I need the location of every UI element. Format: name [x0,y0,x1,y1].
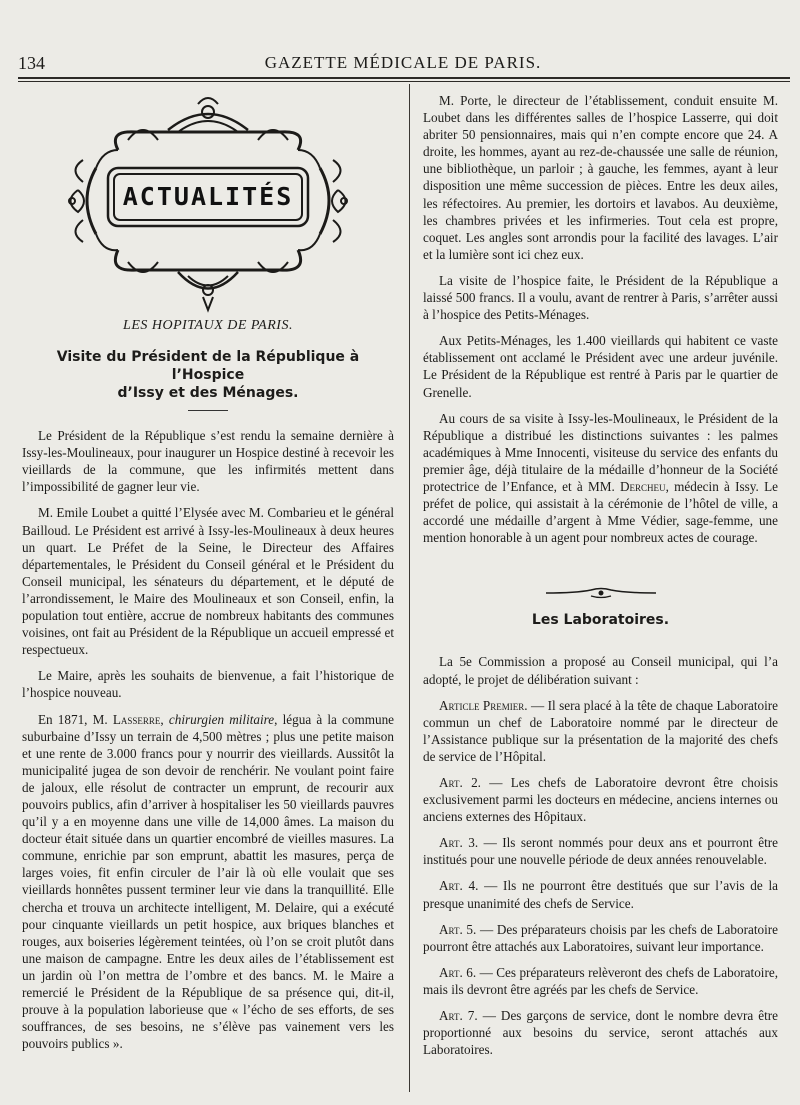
actualites-banner [58,90,358,315]
header-rule [18,77,790,79]
clause-text: — Des préparateurs choisis par les chefs de Laboratoire pourront être attachés aux Laboratoires, suivant leur importance. [423,921,778,954]
article-paragraph [423,410,778,547]
clause-text: — Les chefs de Laboratoire devront être choisis exclusivement parmi les docteurs en médecine, anciens internes ou anciens externes des Hôpitaux. [423,775,779,825]
article-paragraph: La visite de l’hospice faite, le Président de la République a laissé 500 francs. Il a voulu, avant de rentrer à Paris, s’arrêter aussi à l’hospice des Petits-Ménages. [423,272,778,323]
person-title: chirurgien militaire [168,711,275,727]
article-paragraph: Le Président de la République s’est rendu la semaine dernière à Issy-les-Moulineaux, pour inaugurer un Hospice destiné à recevoir les vieillards de la commune, que les infirmités mettent dans l’impossibilité de gagner leur vie. [22,428,394,495]
clause-label: Article Premier. [439,697,528,713]
clause-label: Art. 4. [439,878,479,894]
clause-text: — Il sera placé à la tête de chaque Laboratoire commun un chef de Laboratoire nommé par le directeur de l’Assistance publique sur la présentation de la majorité des chefs de service de l’Hôpital. [423,697,778,764]
article-title-visite [22,348,394,402]
clause-text: — Ils seront nommés pour deux ans et pourront être institués pour une nouvelle période de deux années renouvelable. [423,835,779,868]
article-title-line2: d’Issy et des Ménages. [117,385,299,402]
clause-text: — Ils ne pourront être destitués que sur l’avis de la presque unanimité des chefs de Service. [423,878,778,911]
text-run: En 1871, M. [38,711,113,727]
banner-title: ACTUALITÉS [122,182,294,211]
article-title-line1: Visite du Président de la République à l’Hospice [56,349,360,384]
clause-label: Art. 6. [439,964,477,980]
article-clause [423,1007,778,1058]
clause-label: Art. 2. [439,775,481,790]
text-run: , [160,711,169,727]
section-ornament-icon [423,586,778,598]
right-column [423,92,778,1067]
clause-text: — Des garçons de service, dont le nombre devra être proportionné aux besoins du service, seront attachés aux Laboratoires. [423,1008,779,1058]
text-run: , légua à la commune suburbaine d’Issy un terrain de 4,500 mètres ; plus une petite maison et une rente de 3.000 francs pour y nourrir des vieillards. Aussitôt la municipalité jugea de son devoir de renchérir. Ne voulant point faire de jaloux, elle résolut de contracter un emprunt, de recourir aux pouvoirs publics, afin d’arriver à hospitaliser les 50 vieillards pauvres qu’il y a en moyenne dans une ville de 14,000 âmes. La maison du docteur était située dans un quartier encombré de vieilles masures. La commune, enrichie par son emprunt, abattit les masures, perça de larges voies, fit enfin circuler de l’air là où elle voulait que ses vieillards honnêtes pussent terminer leur vie dans la tranquillité. Elle chercha et trouva un architecte intelligent, M. Delaire, qui a exécuté pour cinquante vieillards un petit hospice, aux briques blanches et rouges, aux boiseries légèrement teintées, où l’on se croit plutôt dans une maison de campagne. Entre les deux ailes de l’établissement est un jardin où l’on mettra de l’ombre et des bancs. M. le Maire a remercié le Président de la République de sa présence qui, dit-il, prouve à la population laborieuse que « l’écho de ses efforts, de ses souffrances, de ses besoins, ne s’élève pas vainement vers les pouvoirs publics ». [22,711,395,1052]
clause-label: Art. 5. [439,921,477,937]
articles-list [423,697,778,1059]
article-clause [423,774,778,825]
article-paragraph: Aux Petits-Ménages, les 1.400 vieillards qui habitent ce vaste établissement ont acclamé le Président avec une ardeur juvénile. Le Président de la République est rentré à Paris par le quartier de Grenelle. [423,333,778,400]
header-rule-thin [18,81,790,82]
article-clause [423,834,778,868]
person-name: Lasserre [112,711,161,727]
page-number: 134 [18,53,45,73]
article-paragraph: Le Maire, après les souhaits de bienvenue, a fait l’historique de l’hospice nouveau. [22,668,394,701]
clause-label: Art. 7. [439,1008,478,1024]
running-title: GAZETTE MÉDICALE DE PARIS. [264,53,542,72]
article-clause [423,877,778,911]
article-clause [423,697,778,765]
article-paragraph: M. Porte, le directeur de l’établissement, conduit ensuite M. Loubet dans les différentes salles de l’hospice Lasserre, qui doit abriter 50 pensionnaires, mais qui n’en compte encore que 24. A droite, les hommes, ayant au rez-de-chaussée une salle de réunion, une bibliothèque, un parloir ; à gauche, les femmes, ayant à leur disposition une même succession de pièces. Entre les deux ailes, les réfectoires. Au premier, les dortoirs et lavabos. Au deuxième, les chambres privées et les infirmeries. Tout cela est propre, coquet. Les angles sont arrondis pour la facilité des lavages. L’air et la lumière sont ici chez eux. [423,93,778,262]
column-divider [409,84,410,1092]
person-name: Dercheu [620,478,666,494]
page-header [18,50,788,74]
article-clause [423,964,778,998]
section-subtitle: LES HOPITAUX DE PARIS. [123,318,293,333]
article-title-laboratoires: Les Laboratoires. [531,612,670,629]
clause-label: Art. 3. [439,835,479,851]
title-rule [188,410,228,411]
article-paragraph: La 5e Commission a proposé au Conseil municipal, qui l’a adopté, le projet de délibération suivant : [423,654,778,687]
article-clause [423,921,778,955]
article-paragraph: M. Emile Loubet a quitté l’Elysée avec M. Combarieu et le général Bailloud. Le Président est arrivé à Issy-les-Moulineaux à deux heures un quart. Le Préfet de la Seine, le Directeur des Affaires départementales, le Président du Conseil général et le Président du Conseil municipal, les sénateurs du département, et le député de l’arrondissement, le Maire des Moulineaux et son Conseil, enfin, la population tout entière, accrue de nombreux habitants des communes voisines, ont fait au Président de la République un accueil empressé et respectueux. [22,505,394,658]
article-paragraph [22,711,394,1053]
left-column [22,88,394,1061]
text-run: , médecin à Issy. Le préfet de police, qui assistait à la cérémonie de l’hôtel de ville, a accordé une médaille d’argent à Mme Védier, sage-femme, une mention honorable à un agent pour nombreux actes de courage. [423,478,778,546]
clause-text: — Ces préparateurs relèveront des chefs de Laboratoire, mais ils devront être agréés par les chefs de Service. [423,964,778,997]
text-run: Au cours de sa visite à Issy-les-Moulineaux, le Président de la République a distribué les distinctions suivantes : les palmes académiques à Mme Innocenti, visiteuse du service des enfants du premier âge, déjà titulaire de la médaille d’honneur de la Société protectrice de l’Enfance, et à MM. [423,410,778,494]
